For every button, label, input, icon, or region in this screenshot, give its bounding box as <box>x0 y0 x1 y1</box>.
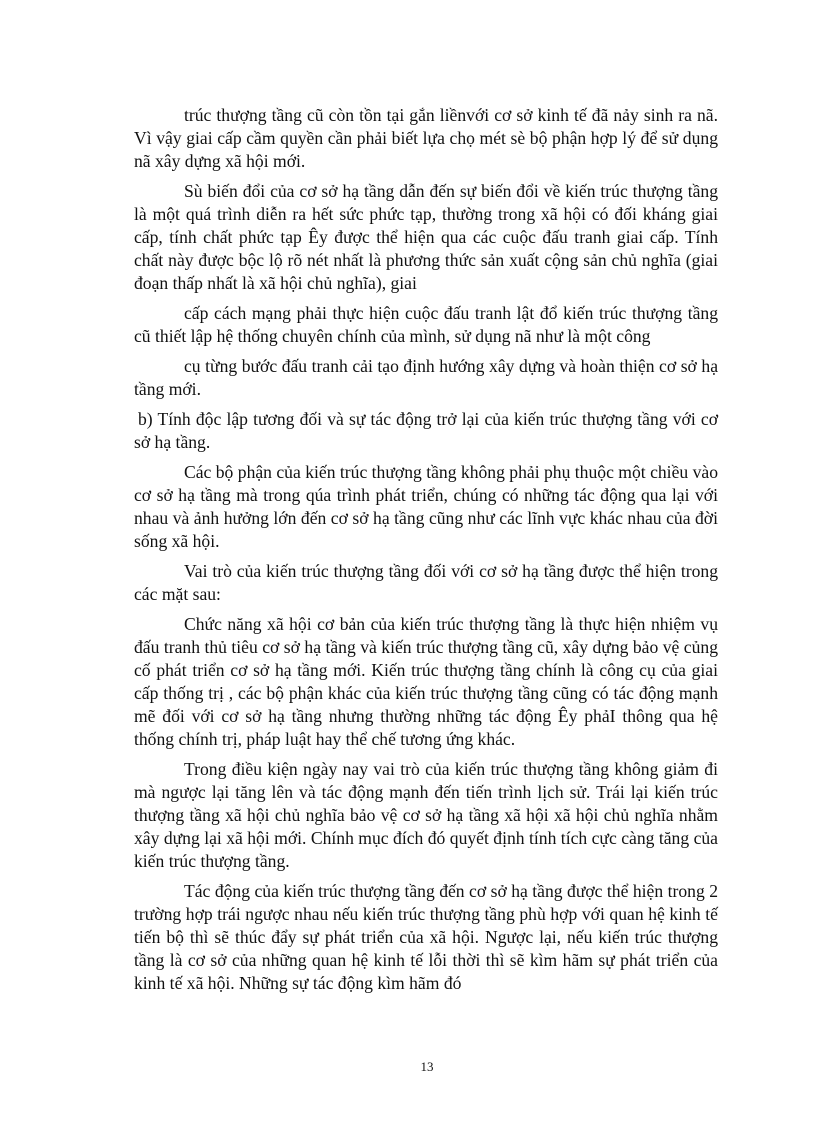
paragraph-continuation: trúc thượng tầng cũ còn tồn tại gắn liềnvới cơ sở kinh tế đã nảy sinh ra nã. Vì vậy giai cấp cầm quyền cần phải biết lựa chọ mét sè bộ phận hợp lý để sử dụng nã xây dựng xã hội mới. <box>134 105 718 171</box>
paragraph-impact: Tác động của kiến trúc thượng tầng đến cơ sở hạ tầng được thể hiện trong 2 trường hợp trái ngược nhau nếu kiến trúc thượng tầng phù hợp với quan hệ kinh tế tiến bộ thì sẽ thúc đẩy sự phát triển của xã hội. Ngược lại, nếu kiến trúc thượng tầng là cơ sở của những quan hệ kinh tế lỗi thời thì sẽ kìm hãm sự phát triển của kinh tế xã hội. Những sự tác động kìm hãm đó <box>134 881 718 993</box>
paragraph-components: Các bộ phận của kiến trúc thượng tầng không phải phụ thuộc một chiều vào cơ sở hạ tầng mà trong qúa trình phát triển, chúng có những tác động qua lại với nhau và ảnh hưởng lớn đến cơ sở hạ tầng cũng như các lĩnh vực khác nhau của đời sống xã hội. <box>134 462 718 551</box>
paragraph-base-change: Sù biến đổi của cơ sở hạ tầng dẫn đến sự biến đổi về kiến trúc thượng tầng là một quá trình diễn ra hết sức phức tạp, thường trong xã hội có đối kháng giai cấp, tính chất phức tạp Êy được thể hiện qua các cuộc đấu tranh giai cấp. Tính chất này được bộc lộ rõ nét nhất là phương thức sản xuất cộng sản chủ nghĩa (giai đoạn thấp nhất là xã hội chủ nghĩa), giai <box>134 181 718 293</box>
section-heading-b: b) Tính độc lập tương đối và sự tác động trở lại của kiến trúc thượng tầng với cơ sở hạ tầng. <box>134 409 718 452</box>
paragraph-modern-conditions: Trong điều kiện ngày nay vai trò của kiến trúc thượng tầng không giảm đi mà ngược lại tăng lên và tác động mạnh đến tiến trình lịch sử. Trái lại kiến trúc thượng tầng xã hội chủ nghĩa bảo vệ cơ sở hạ tầng xã hội xã hội chủ nghĩa nhằm xây dựng lại xã hội mới. Chính mục đích đó quyết định tính tích cực càng tăng của kiến trúc thượng tầng. <box>134 759 718 871</box>
paragraph-revolutionary-class: cấp cách mạng phải thực hiện cuộc đấu tranh lật đổ kiến trúc thượng tầng cũ thiết lập hệ thống chuyên chính của mình, sử dụng nã như là một công <box>134 303 718 346</box>
body-text <box>134 104 718 1002</box>
page-number: 13 <box>420 1059 434 1074</box>
paragraph-role-intro: Vai trò của kiến trúc thượng tầng đối với cơ sở hạ tầng được thể hiện trong các mặt sau: <box>134 561 718 604</box>
paragraph-tool: cụ từng bước đấu tranh cải tạo định hướng xây dựng và hoàn thiện cơ sở hạ tầng mới. <box>134 356 718 399</box>
paragraph-social-function: Chức năng xã hội cơ bản của kiến trúc thượng tầng là thực hiện nhiệm vụ đấu tranh thủ tiêu cơ sở hạ tầng và kiến trúc thượng tầng cũ, xây dựng bảo vệ củng cố phát triển cơ sở hạ tầng mới. Kiến trúc thượng tầng chính là công cụ của giai cấp thống trị , các bộ phận khác của kiến trúc thượng tầng cũng có tác động mạnh mẽ đối với cơ sở hạ tầng nhưng thường những tác động Êy phảI thông qua hệ thống chính trị, pháp luật hay thể chế tương ứng khác. <box>134 614 718 749</box>
